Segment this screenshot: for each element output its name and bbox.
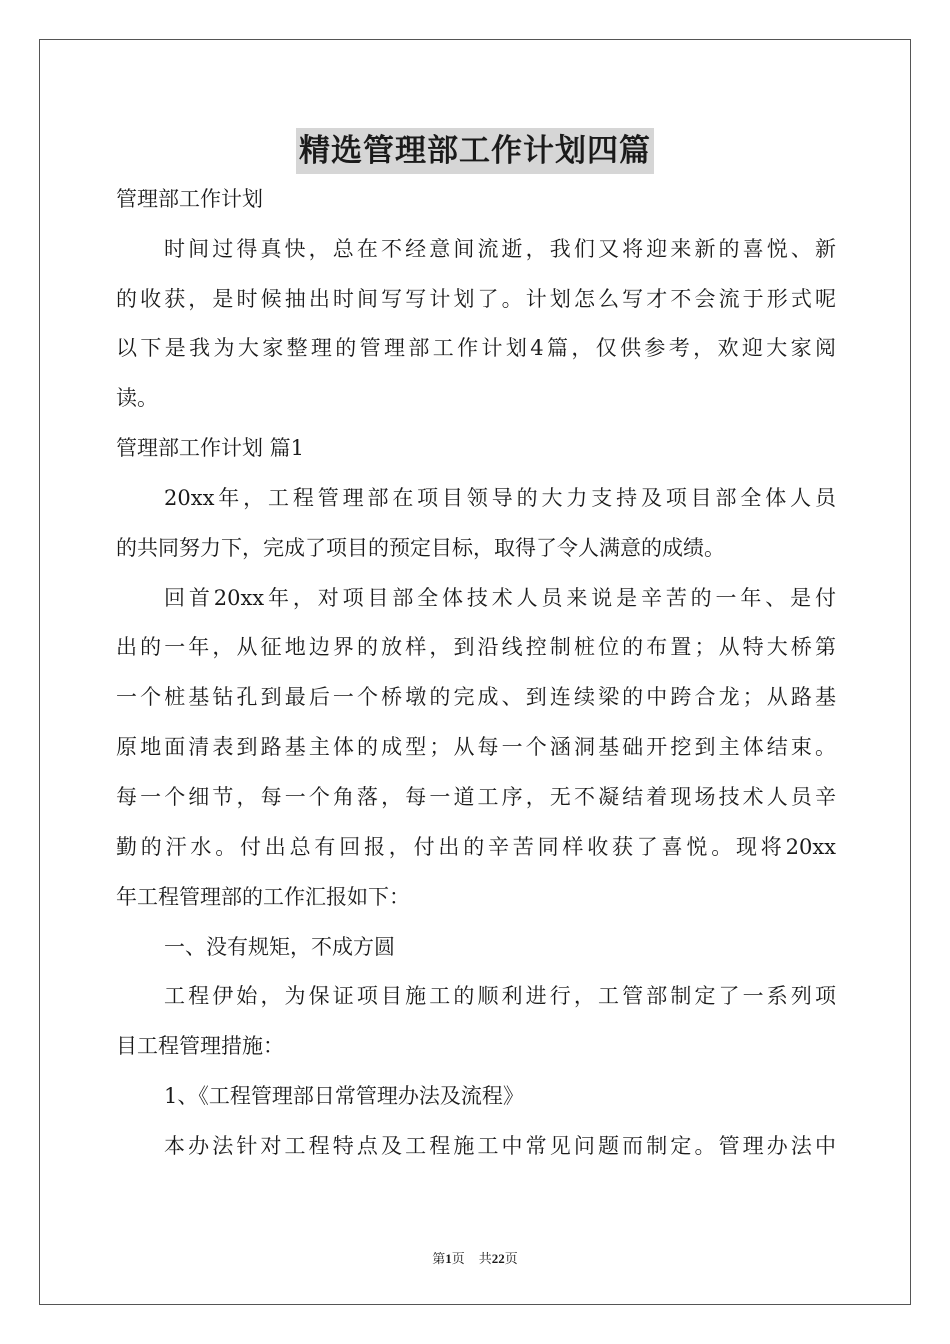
page-suffix: 页	[451, 1251, 465, 1266]
document-title: 精选管理部工作计划四篇	[296, 128, 654, 174]
list-item-heading: 1、《工程管理部日常管理办法及流程》	[164, 1084, 524, 1108]
paragraph-line: 回首20xx年，对项目部全体技术人员来说是辛苦的一年、是付	[164, 586, 836, 610]
section-heading: 管理部工作计划 篇1	[116, 436, 305, 460]
subsection-heading: 一、没有规矩，不成方圆	[164, 935, 395, 959]
page-border	[39, 39, 911, 1305]
section-heading: 管理部工作计划	[116, 187, 263, 211]
paragraph-line: 工程伊始，为保证项目施工的顺利进行，工管部制定了一系列项	[164, 984, 836, 1008]
paragraph-line: 勤的汗水。付出总有回报，付出的辛苦同样收获了喜悦。现将20xx	[116, 835, 836, 859]
page-footer	[0, 1248, 950, 1267]
total-pages: 22	[491, 1251, 505, 1266]
paragraph-line: 原地面清表到路基主体的成型；从每一个涵洞基础开挖到主体结束。	[116, 735, 836, 759]
paragraph-line: 以下是我为大家整理的管理部工作计划4篇，仅供参考，欢迎大家阅	[116, 336, 836, 360]
paragraph-line: 一个桩基钻孔到最后一个桥墩的完成、到连续梁的中跨合龙；从路基	[116, 685, 836, 709]
paragraph-line: 本办法针对工程特点及工程施工中常见问题而制定。管理办法中	[164, 1134, 836, 1158]
paragraph-line: 的共同努力下，完成了项目的预定目标，取得了令人满意的成绩。	[116, 536, 725, 560]
paragraph-line: 时间过得真快，总在不经意间流逝，我们又将迎来新的喜悦、新	[164, 237, 836, 261]
page-number: 1	[445, 1251, 452, 1266]
paragraph-line: 20xx年，工程管理部在项目领导的大力支持及项目部全体人员	[164, 486, 836, 510]
paragraph-line: 每一个细节，每一个角落，每一道工序，无不凝结着现场技术人员辛	[116, 785, 836, 809]
paragraph-line: 出的一年，从征地边界的放样，到沿线控制桩位的布置；从特大桥第	[116, 635, 836, 659]
paragraph-line: 的收获，是时候抽出时间写写计划了。计划怎么写才不会流于形式呢	[116, 287, 836, 311]
total-prefix: 共	[478, 1251, 492, 1266]
page-prefix: 第	[432, 1251, 446, 1266]
total-suffix: 页	[504, 1251, 518, 1266]
paragraph-line: 目工程管理措施：	[116, 1034, 284, 1058]
paragraph-line: 年工程管理部的工作汇报如下：	[116, 885, 410, 909]
paragraph-line: 读。	[116, 386, 158, 410]
